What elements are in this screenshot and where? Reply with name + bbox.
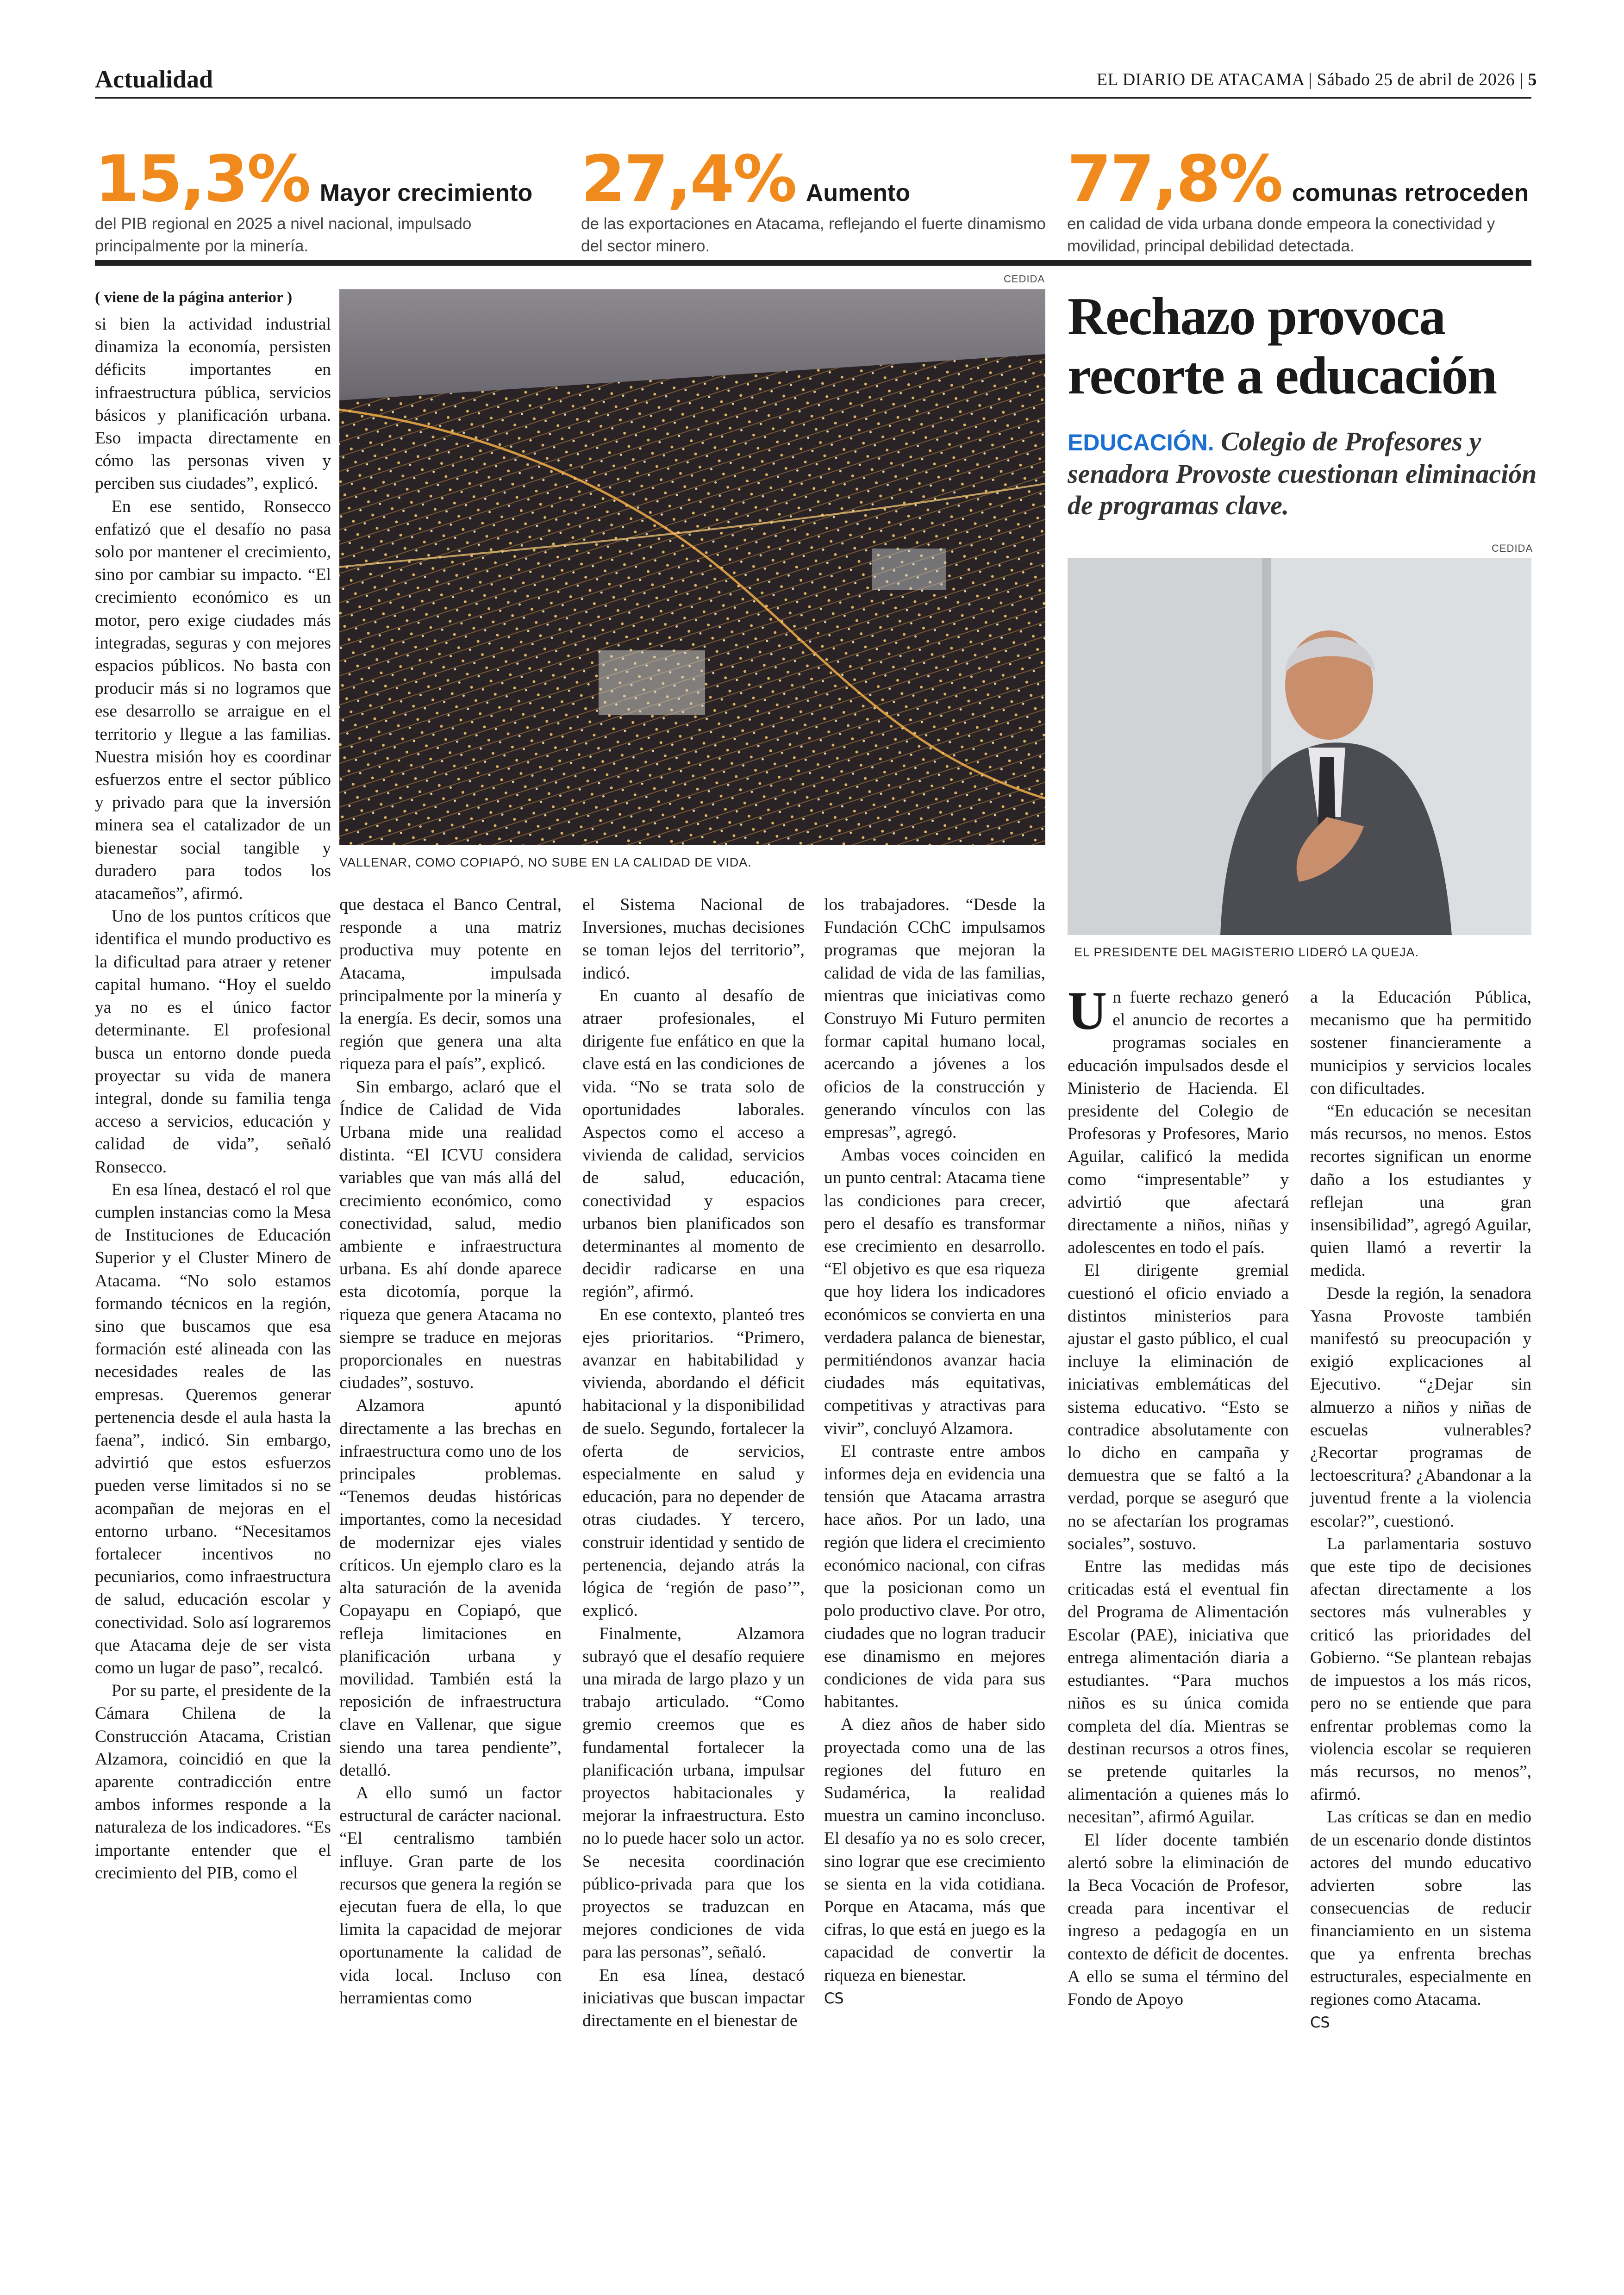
paragraph: A diez años de haber sido proyectada como una de las regiones del futuro en Sudamérica, la realidad muestra un camino inconcluso. El desafío ya no es solo crecer, sino lograr que ese crecimiento se sienta en la vida cotidiana. Porque en Atacama, más que cifras, lo que está en juego es la capacidad de convertir la riqueza en bienestar. bbox=[824, 1715, 1045, 1985]
stat-1 bbox=[95, 142, 567, 257]
paragraph: Las críticas se dan en medio de un escenario donde distintos actores del mundo educativo advierten sobre las consecuencias de reducir financiamiento en un sistema que ya enfrenta brechas estructurales, especialmente en regiones como Atacama. bbox=[1310, 1808, 1531, 2009]
stat-desc: en calidad de vida urbana donde empeora la conectividad y movilidad, principal debilidad detectada. bbox=[1067, 215, 1495, 255]
stat-head: Aumento bbox=[806, 180, 911, 206]
paragraph: Finalmente, Alzamora subrayó que el desafío requiere una mirada de largo plazo y un trabajo articulado. “Como gremio creemos que es fundamental fortalecer la planificación urbana, impulsar proyectos habitacionales y mejorar la infraestructura. Esto no lo puede hacer solo un actor. Se necesita coordinación público-privada para que los proyectos se traduzcan en mejores condiciones de vida para las personas”, señaló. bbox=[582, 1624, 805, 1962]
stat-3 bbox=[1067, 142, 1539, 257]
paragraph: A ello sumó un factor estructural de carácter nacional. “El centralismo también influye. Gran parte de los recursos que genera la región se ejecutan fuera de ella, lo que limita la capacidad de mejorar oportunamente la calidad de vida local. Incluso con herramientas como bbox=[339, 1783, 562, 2008]
paragraph: Desde la región, la senadora Yasna Provoste también manifestó su preocupación y exigió explicaciones al Ejecutivo. “¿Dejar sin almuerzo a niños y niñas de escuelas vulnerables? ¿Recortar programas de lectoescritura? ¿Abandonar a la juventud frente a la violencia escolar?”, cuestionó. bbox=[1310, 1284, 1531, 1531]
continued-note: ( viene de la página anterior ) bbox=[95, 289, 293, 306]
masthead-date: Sábado 25 de abril de 2026 bbox=[1317, 70, 1515, 89]
side-kicker: EDUCACIÓN. bbox=[1068, 430, 1214, 455]
stat-value: 27,4% bbox=[581, 142, 796, 216]
paragraph: Alzamora apuntó directamente a las brechas en infraestructura como uno de los principales problemas. “Tenemos deudas históricas importantes, como la necesidad de modernizar ejes viales críticos. Un ejemplo claro es la alta saturación de la avenida Copayapu en Copiapó, que refleja limitaciones en planificación urbana y movilidad. También está la reposición de infraestructura clave en Vallenar, que sigue siendo una tarea pendiente”, detalló. bbox=[339, 1396, 562, 1780]
stat-desc: de las exportaciones en Atacama, reflejando el fuerte dinamismo del sector minero. bbox=[581, 215, 1046, 255]
paragraph: En esa línea, destacó iniciativas que buscan impactar directamente en el bienestar de bbox=[582, 1965, 805, 2030]
paragraph: El contraste entre ambos informes deja en evidencia una tensión que Atacama arrastra hace años. Por un lado, una región que lidera el crecimiento económico nacional, con cifras que la posicionan como un polo productivo clave. Por otro, ciudades que no logran traducir ese dinamismo en mejores condiciones de vida para sus habitantes. bbox=[824, 1441, 1045, 1712]
paragraph: el Sistema Nacional de Inversiones, muchas decisiones se toman lejos del territorio”, indicó. bbox=[582, 895, 805, 983]
stat-head: Mayor crecimiento bbox=[319, 180, 533, 206]
stat-value: 77,8% bbox=[1067, 142, 1282, 216]
page-number: 5 bbox=[1528, 70, 1537, 89]
paragraph: “En educación se necesitan más recursos, no menos. Estos recortes significan un enorme daño a los estudiantes y reflejan una gran insensibilidad”, agregó Aguilar, quien llamó a revertir la medida. bbox=[1310, 1102, 1531, 1280]
paragraph: La parlamentaria sostuvo que este tipo de decisiones afectan directamente a los sectores más vulnerables y criticó las prioridades del Gobierno. “Se plantean rebajas de impuestos a los más ricos, pero no se entiende que para enfrentar problemas como la violencia escolar se requieren más recursos, no menos”, afirmó. bbox=[1310, 1534, 1531, 1804]
main-column-1 bbox=[95, 313, 331, 1884]
paragraph: si bien la actividad industrial dinamiza la economía, persisten déficits importantes en infraestructura pública, servicios básicos y planificación urbana. Eso impacta directamente en cómo las personas viven y perciben sus ciudades”, explicó. bbox=[95, 315, 331, 493]
city-aerial-photo bbox=[339, 289, 1045, 845]
stat-2 bbox=[581, 142, 1053, 257]
side-column-1 bbox=[1068, 980, 1289, 2011]
stat-desc: del PIB regional en 2025 a nivel nacional, impulsado principalmente por la minería. bbox=[95, 215, 472, 255]
main-column-3 bbox=[582, 893, 805, 2032]
end-mark: CS bbox=[1310, 2014, 1330, 2032]
stat-value: 15,3% bbox=[95, 142, 310, 216]
side-photo-credit: CEDIDA bbox=[1492, 543, 1533, 554]
section-title: Actualidad bbox=[95, 65, 213, 93]
side-headline: Rechazo provoca recorte a educación bbox=[1068, 287, 1497, 405]
paragraph: los trabajadores. “Desde la Fundación CChC impulsamos programas que mejoran la calidad de vida de las familias, mientras que iniciativas como Construyo Mi Futuro permiten formar capital humano local, acercando a jóvenes a los oficios de la construcción y generando vínculos con las empresas”, agregó. bbox=[824, 895, 1045, 1142]
stats-rule bbox=[95, 260, 1531, 266]
header-rule bbox=[95, 97, 1531, 99]
paragraph: En ese sentido, Ronsecco enfatizó que el desafío no pasa solo por mantener el crecimiento, sino por cambiar su impacto. “El crecimiento económico es un motor, pero exige ciudades más integradas, seguras y con mejores espacios públicos. No basta con producir más si no logramos que ese desarrollo se arraigue en el territorio y llegue a las familias. Nuestra misión hoy es coordinar esfuerzos entre el sector público y privado para que la inversión minera sea el catalizador de un bienestar social tangible y duradero para todos los atacameños”, afirmó. bbox=[95, 497, 331, 904]
stat-head: comunas retroceden bbox=[1292, 180, 1529, 206]
main-column-2 bbox=[339, 893, 562, 2009]
paragraph: El dirigente gremial cuestionó el oficio enviado a distintos ministerios para ajustar el gasto público, el cual incluye la eliminación de iniciativas emblemáticas del sistema educativo. “Esto se contradice absolutamente con lo dicho en campaña y demuestra que se faltó a la verdad, porque se aseguró que no se afectarían los programas sociales”, sostuvo. bbox=[1068, 1261, 1289, 1553]
paragraph: que destaca el Banco Central, responde a una matriz productiva muy potente en Atacama, impulsada principalmente por la minería y la energía. Es decir, somos una región que genera una alta riqueza para el país”, explicó. bbox=[339, 895, 562, 1074]
side-photo-caption: EL PRESIDENTE DEL MAGISTERIO LIDERÓ LA QUEJA. bbox=[1074, 945, 1419, 959]
photo-caption: VALLENAR, COMO COPIAPÓ, NO SUBE EN LA CALIDAD DE VIDA. bbox=[339, 855, 752, 869]
main-column-4 bbox=[824, 893, 1045, 2010]
paragraph: En esa línea, destacó el rol que cumplen instancias como la Mesa de Instituciones de Educación Superior y el Cluster Minero de Atacama. “No solo estamos formando técnicos en la región, sino que buscamos que esa formación esté alineada con las necesidades reales de las empresas. Queremos generar pertenencia desde el aula hasta la faena”, indicó. Sin embargo, advirtió que estos esfuerzos pueden verse limitados si no se acompañan de mejoras en el entorno urbano. “Necesitamos fortalecer incentivos no pecuniarios, como infraestructura de salud, educación escolar y conectividad. Solo así lograremos que Atacama deje de ser vista como un lugar de paso”, recalcó. bbox=[95, 1180, 331, 1678]
side-column-2 bbox=[1310, 986, 1531, 2034]
masthead-paper: EL DIARIO DE ATACAMA bbox=[1096, 70, 1304, 89]
paragraph: Ambas voces coinciden en un punto central: Atacama tiene las condiciones para crecer, pero el desafío es transformar ese crecimiento en desarrollo. “El objetivo es que esa riqueza que hoy lidera los indicadores económicos se convierta en una verdadera palanca de bienestar, permitiéndonos avanzar hacia ciudades más equitativas, competitivas y atractivas para vivir”, concluyó Alzamora. bbox=[824, 1146, 1045, 1438]
paragraph: a la Educación Pública, mecanismo que ha permitido sostener financieramente a municipios y servicios locales con dificultades. bbox=[1310, 988, 1531, 1098]
paragraph: Sin embargo, aclaró que el Índice de Calidad de Vida Urbana mide una realidad distinta. “El ICVU considera variables que van más allá del crecimiento económico, como conectividad, salud, medio ambiente e infraestructura urbana. Es ahí donde aparece esta dicotomía, porque la riqueza que genera Atacama no siempre se traduce en mejoras proporcionales en nuestras ciudades”, sostuvo. bbox=[339, 1077, 562, 1393]
paragraph bbox=[1068, 980, 1289, 1259]
paragraph-text: n fuerte rechazo generó el anuncio de recortes a programas sociales en educación impulsados desde el Ministerio de Hacienda. El presidente del Colegio de Profesoras y Profesores, Mario Aguilar, calificó la medida como “impresentable” y advirtió que afectará directamente a niños, niñas y adolescentes en todo el país. bbox=[1068, 988, 1289, 1258]
paragraph: El líder docente también alertó sobre la eliminación de la Beca Vocación de Profesor, creada para incentivar el ingreso a pedagogía en un contexto de déficit de docentes. A ello se suma el término del Fondo de Apoyo bbox=[1068, 1830, 1289, 2009]
paragraph: En cuanto al desafío de atraer profesionales, el dirigente fue enfático en que la clave está en las condiciones de vida. “No se trata solo de oportunidades laborales. Aspectos como el acceso a vivienda de calidad, servicios de salud, educación, conectividad y espacios urbanos bien planificados son determinantes al momento de decidir radicarse en una región”, afirmó. bbox=[582, 986, 805, 1302]
photo-credit: CEDIDA bbox=[1004, 273, 1045, 285]
paragraph: Entre las medidas más criticadas está el eventual fin del Programa de Alimentación Escolar (PAE), iniciativa que entrega alimentación diaria a estudiantes. “Para muchos niños es su única comida completa del día. Mientras se destinan recursos a otros fines, se pretende quitarles la alimentación a quienes más lo necesitan”, afirmó Aguilar. bbox=[1068, 1557, 1289, 1827]
end-mark: CS bbox=[824, 1989, 844, 2007]
paragraph: En ese contexto, planteó tres ejes prioritarios. “Primero, avanzar en habitabilidad y vivienda, abordando el déficit habitacional y la disponibilidad de suelo. Segundo, fortalecer la oferta de servicios, especialmente en salud y educación, para no depender de otras ciudades. Y tercero, construir identidad y sentido de pertenencia, dejando atrás la lógica de ‘región de paso’”, explicó. bbox=[582, 1305, 805, 1621]
side-deck bbox=[1068, 426, 1540, 521]
teacher-leader-photo bbox=[1068, 558, 1531, 935]
dropcap: U bbox=[1068, 980, 1107, 1041]
paragraph: Por su parte, el presidente de la Cámara Chilena de la Construcción Atacama, Cristian Alzamora, coincidió en que la aparente contradicción entre ambos informes responde a la naturaleza de los indicadores. “Es importante entender que el crecimiento del PIB, como el bbox=[95, 1681, 331, 1883]
masthead: EL DIARIO DE ATACAMA | Sábado 25 de abril de 2026 | 5 bbox=[1096, 70, 1537, 89]
paragraph: Uno de los puntos críticos que identifica el mundo productivo es la dificultad para atraer y retener capital humano. “Hoy el sueldo ya no es el único factor determinante. El profesional busca un entorno donde pueda proyectar su vida de manera integral, donde su familia tenga acceso a servicios, educación y calidad de vida”, señaló Ronsecco. bbox=[95, 907, 331, 1177]
side-deck-text: Colegio de Profesores y senadora Provoste cuestionan eliminación de programas clave. bbox=[1068, 426, 1537, 520]
